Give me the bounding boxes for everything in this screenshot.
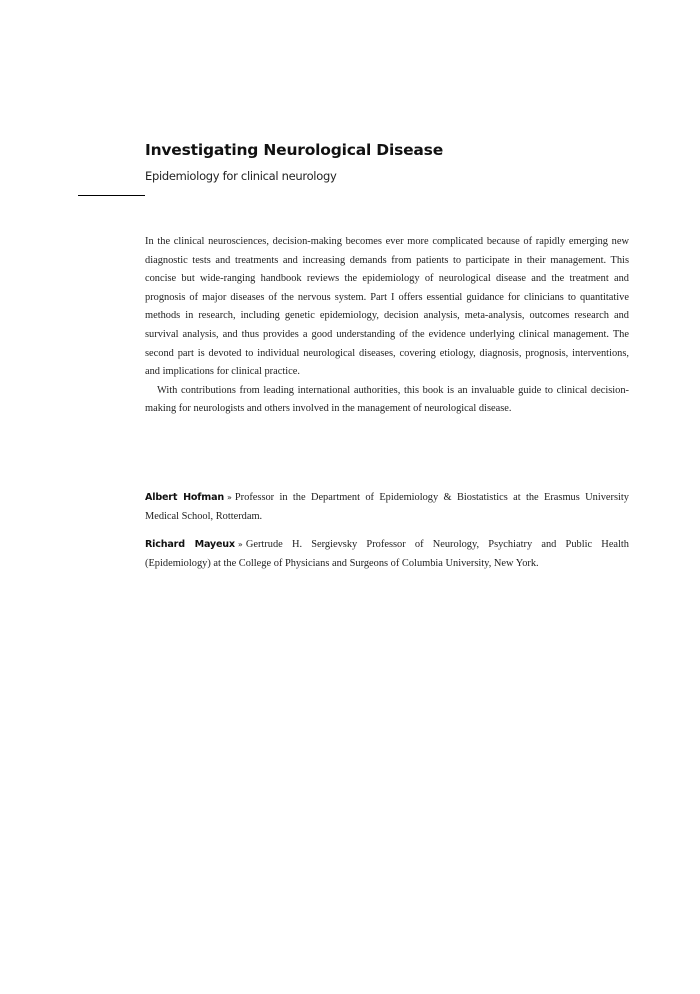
book-title: Investigating Neurological Disease xyxy=(145,141,444,159)
author-bios xyxy=(145,489,629,583)
author-separator: » xyxy=(226,493,232,502)
author-separator: » xyxy=(237,540,243,550)
abstract-paragraph: With contributions from leading international authorities, this book is an invaluable guide to clinical decision-making for neurologists and others involved in the management of neurological disease. xyxy=(145,384,629,415)
book-subtitle: Epidemiology for clinical neurology xyxy=(145,169,337,183)
abstract-paragraph: In the clinical neurosciences, decision-making becomes ever more complicated because of rapidly emerging new diagnostic tests and treatments and increasing demands from patients to participate in their management. This concise but wide-ranging handbook reviews the epidemiology of neurological disease and the treatment and prognosis of major diseases of the nervous system. Part I offers essential guidance for clinicians to quantitative methods in research, including genetic epidemiology, decision analysis, meta-analysis, outcomes research and survival analysis, and thus provides a good understanding of the evidence underlying clinical management. The second part is devoted to individual neurological diseases, covering etiology, diagnosis, prognosis, interventions, and implications for clinical practice. xyxy=(145,236,629,378)
title-rule xyxy=(78,195,145,196)
author-bio xyxy=(145,536,629,573)
author-name: Richard Mayeux xyxy=(145,539,235,551)
author-name: Albert Hofman xyxy=(145,492,224,503)
author-description: Professor in the Department of Epidemiology & Biostatistics at the Erasmus University Medical School, Rotterdam. xyxy=(145,492,629,522)
author-bio xyxy=(145,489,629,526)
abstract xyxy=(145,233,629,419)
author-description: Gertrude H. Sergievsky Professor of Neurology, Psychiatry and Public Health (Epidemiology) at the College of Physicians and Surgeons of Columbia University, New York. xyxy=(145,539,630,569)
